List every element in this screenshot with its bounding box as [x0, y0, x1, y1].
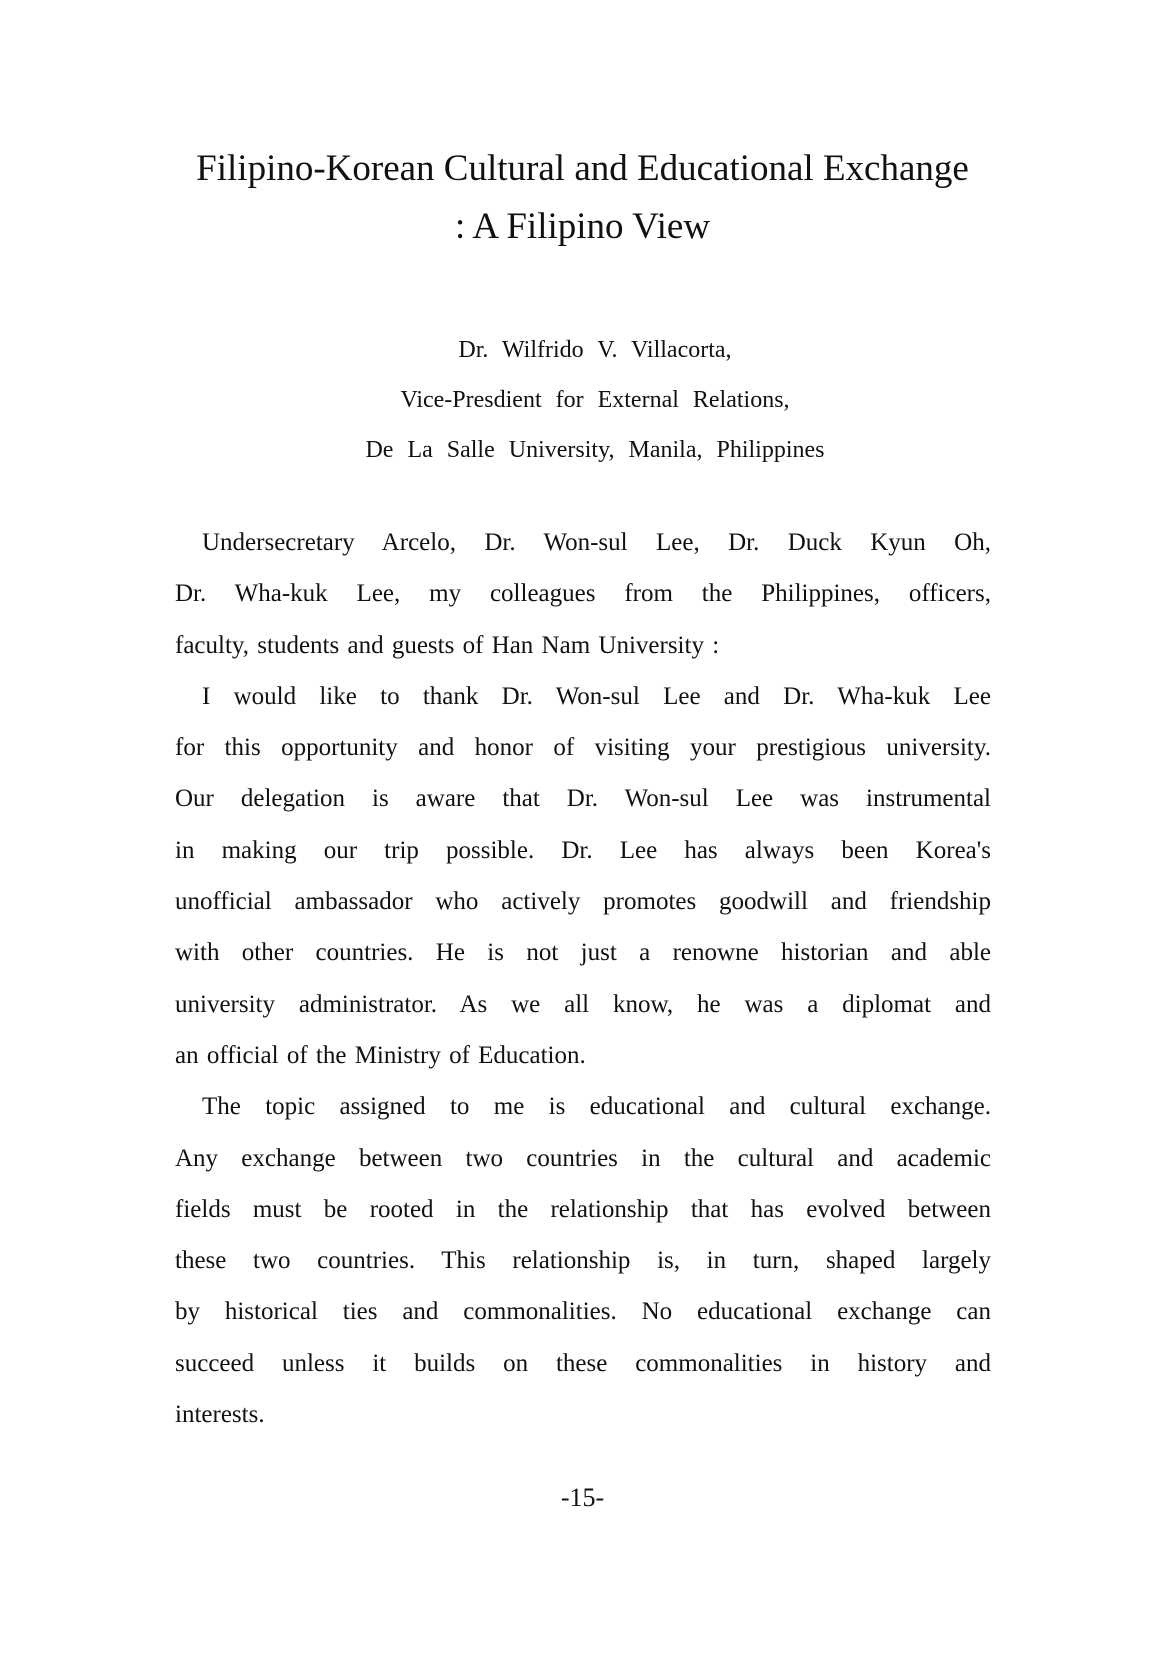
- text-line: in making our trip possible. Dr. Lee has always been Korea's: [175, 836, 991, 864]
- text-line: Undersecretary Arcelo, Dr. Won-sul Lee, Dr. Duck Kyun Oh,: [202, 529, 991, 556]
- text-line: by historical ties and commonalities. No educational exchange can: [175, 1298, 991, 1326]
- text-line: university administrator. As we all know, he was a diplomat and: [175, 990, 991, 1018]
- text-line: for this opportunity and honor of visiting your prestigious university.: [175, 734, 991, 762]
- text-line: fields must be rooted in the relationship that has evolved between: [175, 1195, 991, 1223]
- page-number: -15-: [560, 1483, 605, 1512]
- text-line: succeed unless it builds on these commonalities in history and: [175, 1349, 991, 1377]
- text-line: Any exchange between two countries in the cultural and academic: [175, 1144, 991, 1172]
- text-line: faculty, students and guests of Han Nam University :: [175, 631, 720, 659]
- text-line: Our delegation is aware that Dr. Won-sul Lee was instrumental: [175, 785, 991, 813]
- title-line-main: Filipino-Korean Cultural and Educational Exchange: [196, 148, 969, 189]
- text-line: unofficial ambassador who actively promotes goodwill and friendship: [175, 888, 991, 916]
- text-line: an official of the Ministry of Education.: [175, 1041, 586, 1069]
- paragraph-salutation: [175, 517, 991, 671]
- author-position: Vice-Presdient for External Relations,: [400, 387, 790, 413]
- title-line-subtitle: : A Filipino View: [454, 206, 711, 247]
- text-line: interests.: [175, 1401, 265, 1429]
- text-line: with other countries. He is not just a renowne historian and able: [175, 939, 991, 967]
- author-block: [200, 325, 990, 475]
- paragraph-thanks: [175, 671, 991, 1081]
- text-line: these two countries. This relationship is, in turn, shaped largely: [175, 1247, 991, 1275]
- document-body: [175, 517, 991, 1440]
- author-name: Dr. Wilfrido V. Villacorta,: [458, 337, 732, 363]
- author-affiliation: De La Salle University, Manila, Philippines: [365, 437, 825, 463]
- document-title: [150, 140, 1015, 256]
- text-line: Dr. Wha-kuk Lee, my colleagues from the Philippines, officers,: [175, 580, 991, 608]
- text-line: The topic assigned to me is educational and cultural exchange.: [202, 1093, 991, 1121]
- text-line: I would like to thank Dr. Won-sul Lee and Dr. Wha-kuk Lee: [202, 682, 991, 710]
- paragraph-topic: [175, 1081, 991, 1440]
